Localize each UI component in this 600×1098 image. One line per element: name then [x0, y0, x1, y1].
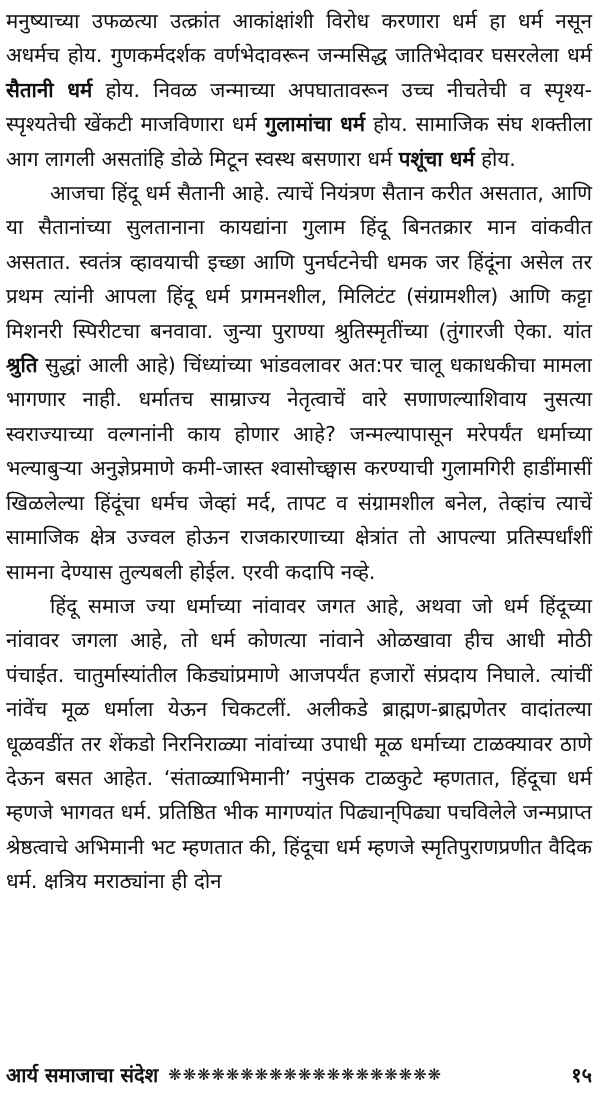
page-number: १५	[571, 1062, 592, 1087]
body-text	[6, 4, 592, 899]
paragraph-1: मनुष्याच्या उफळत्या उत्क्रांत आकांक्षांशी विरोध करणारा धर्म हा धर्म नसून अधर्मच होय. गुणकर्मदर्शक वर्णभेदावरून जन्मसिद्ध जातिभेदावर घसरलेला धर्म सैतानी धर्म होय. निवळ जन्माच्या अपघातावरून उच्च नीचतेची व स्पृश्य-स्पृश्यतेची खेंकटी माजविणारा धर्म गुलामांचा धर्म होय. सामाजिक संघ शक्तीला आग लागली असतांहि डोळे मिटून स्वस्थ बसणारा धर्म पशूंचा धर्म होय.	[6, 9, 593, 171]
bold-phrase-pashuncha-dharma: पशूंचा धर्म	[398, 146, 475, 171]
paragraph-3: हिंदू समाज ज्या धर्माच्या नांवावर जगत आहे, अथवा जो धर्म हिंदूच्या नांवावर जगला आहे, तो धर्म कोणत्या नांवाने ओळखावा हीच आधी मोठी पंचाईत. चातुर्मास्यांतील किड्यांप्रमाणे आजपर्यंत हजारों संप्रदाय निघाले. त्यांचीं नांवेंच मूळ धर्माला येऊन चिकटलीं. अलीकडे ब्राह्मण-ब्राह्मणेतर वादांतल्या धूळवडींत तर शेंकडो निरनिराळ्या नांवांच्या उपाधी मूळ धर्माच्या टाळक्यावर ठाणे देऊन बसत आहेत. ‘संताळ्याभिमानी’ नपुंसक टाळकुटे म्हणतात, हिंदूचा धर्म म्हणजे भागवत धर्म. प्रतिष्ठित भीक मागण्यांत पिढ्यान्‌पिढ्या पचविलेले जन्मप्राप्त श्रेष्ठत्वाचे अभिमानी भट म्हणतात की, हिंदूचा धर्म म्हणजे स्मृतिपुराणप्रणीत वैदिक धर्म. क्षत्रिय मराठ्यांना ही दोन	[6, 593, 592, 894]
ornament-divider-icon: ❋❋❋❋❋❋❋❋❋❋❋❋❋❋❋❋❋❋❋	[168, 1064, 442, 1084]
running-footer-title: आर्य समाजाचा संदेश	[6, 1062, 159, 1087]
bold-phrase-satani-dharma: सैतानी धर्म	[6, 77, 93, 102]
bold-phrase-gulamancha-dharma: गुलामांचा धर्म	[264, 112, 366, 137]
bold-word-shruti: श्रुति	[6, 353, 38, 378]
paragraph-2: आजचा हिंदू धर्म सैतानी आहे. त्याचें नियंत्रण सैतान करीत असतात, आणि या सैतानांच्या सुलतानाना कायद्यांना गुलाम हिंदू बिनतक्रार मान वांकवीत असतात. स्वतंत्र व्हावयाची इच्छा आणि पुनर्घटनेची धमक जर हिंदूंना असेल तर प्रथम त्यांनी आपला हिंदू धर्म प्रगमनशील, मिलिटंट (संग्रामशील) आणि कट्टा मिशनरी स्पिरीटचा बनवावा. जुन्या पुराण्या श्रुतिस्मृतींच्या (तुंगारजी ऐका. यांत श्रुति सुद्धां आली आहे) चिंध्यांच्या भांडवलावर अत:पर चालू धकाधकीचा मामला भागणार नाही. धर्मातच साम्राज्य नेतृत्वाचें वारे सणाणल्याशिवाय नुसत्या स्वराज्याच्या वल्गनांनी काय होणार आहे? जन्मल्यापासून मरेपर्यंत धर्माच्या भल्याबुऱ्या अनुज्ञेप्रमाणे कमी-जास्त श्वासोच्छ्वास करण्याची गुलामगिरी हाडींमासीं खिळलेल्या हिंदूंचा धर्मच जेव्हां मर्द, तापट व संग्रामशील बनेल, तेव्हांच त्याचें सामाजिक क्षेत्र उज्वल होऊन राजकारणाच्या क्षेत्रांत तो आपल्या प्रतिस्पर्धांशीं सामना देण्यास तुल्यबली होईल. एरवी कदापि नव्हे.	[6, 181, 592, 584]
page-footer	[6, 1056, 592, 1092]
